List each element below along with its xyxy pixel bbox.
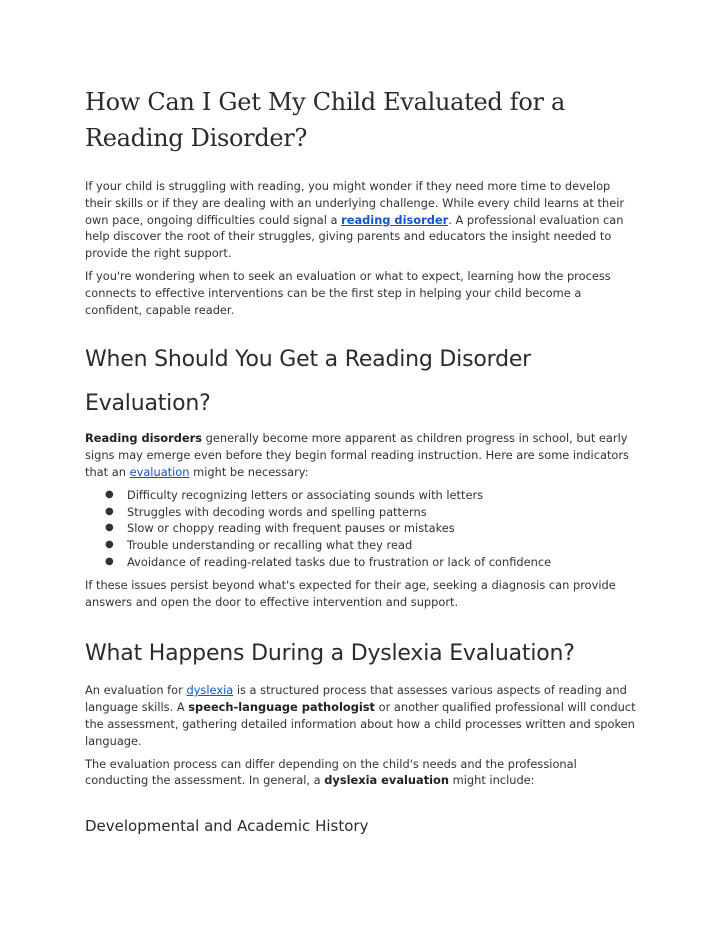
evaluation-link[interactable]: evaluation [129,464,190,479]
section1-paragraph-1 [85,430,637,480]
section1-text-2: might be necessary: [189,464,309,479]
section2-paragraph-1 [85,682,637,749]
list-item [85,504,637,521]
intro-paragraph-1 [85,178,637,262]
reading-disorder-link[interactable]: reading disorder [341,212,449,227]
bullet-icon: ● [105,505,114,517]
section2-text-5: might include: [449,773,535,788]
list-item-text: Struggles with decoding words and spelling patterns [127,504,427,519]
section2-text-3: or another qualified professional will conduct the assessment, gathering detailed information about how a child processes written and spoken language. [85,700,636,748]
list-item [85,487,637,504]
section-heading-evaluation-timing: When Should You Get a Reading Disorder Evaluation? [85,347,532,417]
section-heading-dyslexia-evaluation: What Happens During a Dyslexia Evaluation? [85,641,575,667]
section1-text-1: generally become more apparent as children progress in school, but early signs may emerge even before they begin formal reading instruction. Here are some indicators that an [85,431,629,479]
list-item-text: Difficulty recognizing letters or associating sounds with letters [127,487,484,502]
document-content [85,84,637,837]
bullet-icon: ● [105,488,114,500]
section2-paragraph-2 [85,756,637,790]
bullet-icon: ● [105,555,114,567]
section2-text-1: An evaluation for [85,683,187,698]
page-title: How Can I Get My Child Evaluated for a Reading Disorder? [85,88,566,152]
bullet-icon: ● [105,539,114,551]
subsection-heading-history: Developmental and Academic History [85,817,369,836]
intro-text-2: . A professional evaluation can help discover the root of their struggles, giving parents and educators the insight needed to provide the right support. [85,212,624,261]
bullet-icon: ● [105,522,114,534]
dyslexia-evaluation-bold: dyslexia evaluation [324,773,449,788]
list-item-text: Avoidance of reading-related tasks due to frustration or lack of confidence [127,554,552,569]
list-item-text: Trouble understanding or recalling what they read [127,538,413,553]
section2-text-2: is a structured process that assesses various aspects of reading and language skills. A [85,683,627,715]
speech-language-pathologist-bold: speech-language pathologist [188,700,375,715]
section2-text-4: The evaluation process can differ depending on the child's needs and the professional conducting the assessment. In general, a [85,756,577,788]
indicator-list [85,487,637,571]
list-item [85,520,637,537]
dyslexia-link[interactable]: dyslexia [186,683,234,698]
list-item-text: Slow or choppy reading with frequent pauses or mistakes [127,521,455,536]
list-item [85,554,637,571]
intro-paragraph-2: If you're wondering when to seek an evaluation or what to expect, learning how the process connects to effective interventions can be the first step in helping your child become a confident, capable reader. [85,268,611,317]
reading-disorders-bold: Reading disorders [85,431,203,446]
list-item [85,537,637,554]
section1-paragraph-2: If these issues persist beyond what's expected for their age, seeking a diagnosis can provide answers and open the door to effective intervention and support. [85,577,616,609]
intro-text-1: If your child is struggling with reading, you might wonder if they need more time to develop their skills or if they are dealing with an underlying challenge. While every child learns at their own pace, ongoing difficulties could signal a [85,179,625,227]
